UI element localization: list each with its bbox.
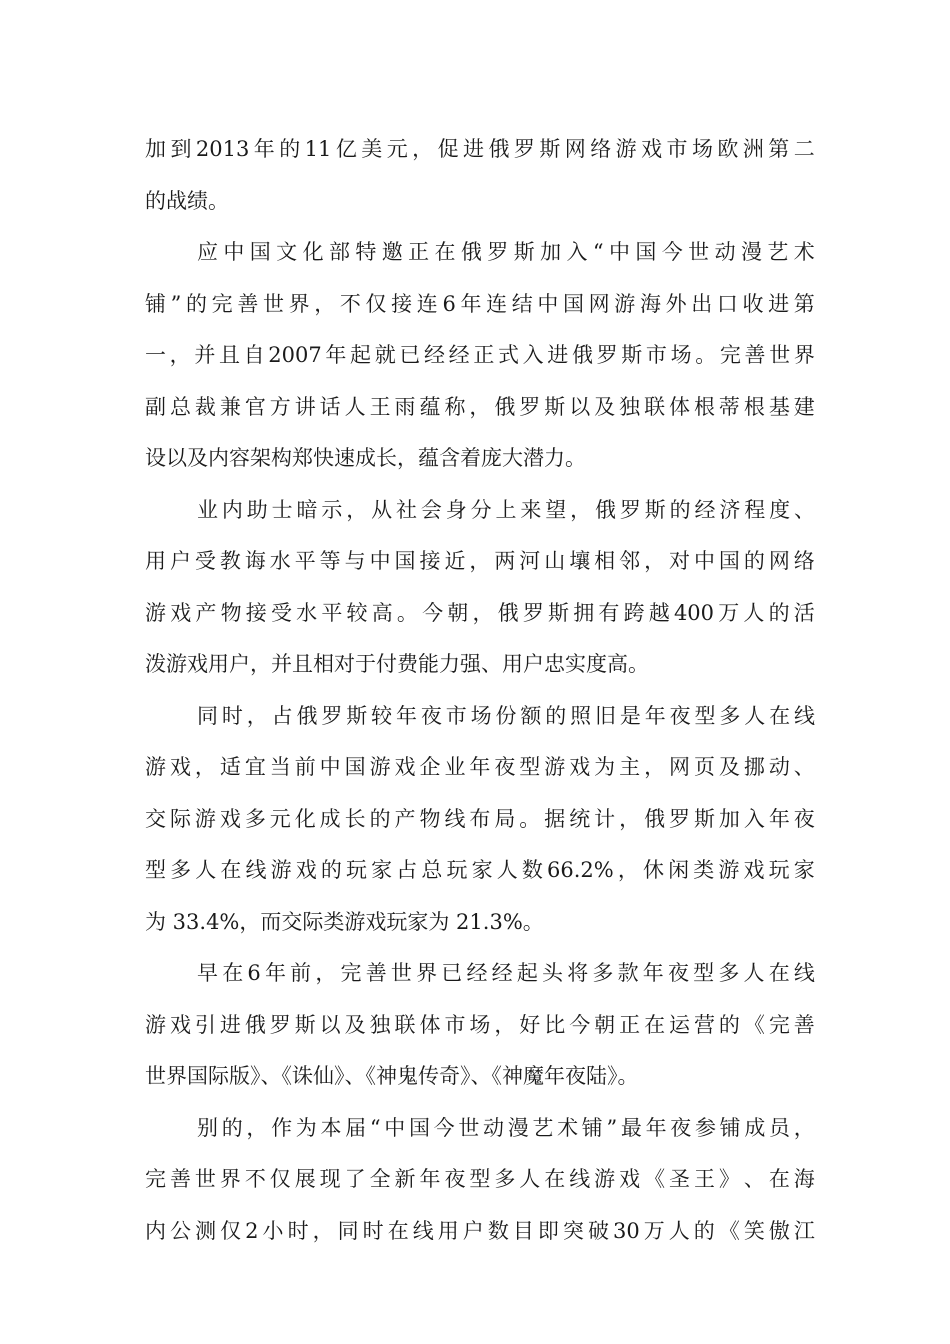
paragraph: [145, 1103, 815, 1258]
text-line: 应 中 国 文 化 部 特 邀 正 在 俄 罗 斯 加 入 “ 中 国 今 世 动 漫 艺 术: [197, 240, 815, 264]
paragraph: [145, 948, 815, 1103]
paragraph: [145, 691, 815, 949]
text-line: 游 戏 产 物 接 受 水 平 较 高 。 今 朝 ， 俄 罗 斯 拥 有 跨 越 400 万 人 的 活: [145, 600, 815, 625]
text-line: 业 内 助 士 暗 示 ， 从 社 会 身 分 上 来 望 ， 俄 罗 斯 的 经 济 程 度 、: [197, 497, 815, 522]
text-line: 一 ， 并 且 自 2007 年 起 就 已 经 经 正 式 入 进 俄 罗 斯 市 场 。 完 善 世 界: [145, 343, 815, 367]
text-line: 泼游戏用户，并且相对于付费能力强、用户忠实度高。: [145, 652, 649, 676]
text-line: 副 总 裁 兼 官 方 讲 话 人 王 雨 蕴 称 ， 俄 罗 斯 以 及 独 联 体 根 蒂 根 基 建: [145, 394, 815, 419]
text-line: 内 公 测 仅 2 小 时 ， 同 时 在 线 用 户 数 目 即 突 破 30 万 人 的 《 笑 傲 江: [145, 1218, 815, 1243]
text-line: 的战绩。: [145, 188, 229, 213]
text-line: 型 多 人 在 线 游 戏 的 玩 家 占 总 玩 家 人 数 66.2% ， 休 闲 类 游 戏 玩 家: [145, 858, 815, 882]
text-line: 游 戏 ， 适 宜 当 前 中 国 游 戏 企 业 年 夜 型 游 戏 为 主 ， 网 页 及 挪 动 、: [145, 755, 815, 779]
text-line: 加 到 2013 年 的 11 亿 美 元 ， 促 进 俄 罗 斯 网 络 游 戏 市 场 欧 洲 第 二: [145, 137, 815, 161]
document-body: [145, 124, 815, 1257]
text-line: 交 际 游 戏 多 元 化 成 长 的 产 物 线 布 局 。 据 统 计 ， 俄 罗 斯 加 入 年 夜: [145, 806, 815, 831]
paragraph: [145, 124, 815, 227]
text-line: 同 时 ， 占 俄 罗 斯 较 年 夜 市 场 份 额 的 照 旧 是 年 夜 型 多 人 在 线: [197, 703, 815, 728]
text-line: 别 的 ， 作 为 本 届 “ 中 国 今 世 动 漫 艺 术 铺 ” 最 年 夜 参 铺 成 员 ，: [197, 1115, 815, 1140]
text-line: 完 善 世 界 不 仅 展 现 了 全 新 年 夜 型 多 人 在 线 游 戏 《 圣 王 》 、 在 海: [145, 1167, 815, 1191]
text-line: 为 33.4%，而交际类游戏玩家为 21.3%。: [145, 909, 544, 934]
paragraph: [145, 485, 815, 691]
paragraph: [145, 227, 815, 485]
text-line: 世界国际版》、《诛仙》、《神鬼传奇》、《神魔年夜陆》。: [145, 1064, 639, 1088]
text-line: 早 在 6 年 前 ， 完 善 世 界 已 经 经 起 头 将 多 款 年 夜 型 多 人 在 线: [197, 961, 815, 985]
text-line: 用 户 受 教 诲 水 平 等 与 中 国 接 近 ， 两 河 山 壤 相 邻 ， 对 中 国 的 网 络: [145, 549, 815, 573]
text-line: 铺 ” 的 完 善 世 界 ， 不 仅 接 连 6 年 连 结 中 国 网 游 海 外 出 口 收 进 第: [145, 291, 815, 316]
text-line: 设以及内容架构郑快速成长，蕴含着庞大潜力。: [145, 446, 586, 470]
text-line: 游 戏 引 进 俄 罗 斯 以 及 独 联 体 市 场 ， 好 比 今 朝 正 在 运 营 的 《 完 善: [145, 1012, 815, 1037]
